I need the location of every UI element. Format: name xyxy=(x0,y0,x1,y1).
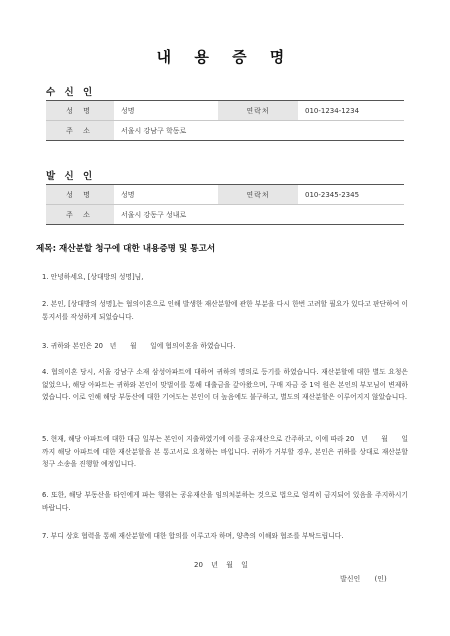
paragraph-1: 1. 안녕하세요, [상대방의 성명]님, xyxy=(42,273,144,281)
sender-section-label: 발 신 인 xyxy=(46,171,96,182)
sender-signature: 발신인 (인) xyxy=(340,575,387,583)
sender-contact-label: 연락처 xyxy=(218,185,298,205)
paragraph-4: 4. 협의이혼 당시, 서울 강남구 소재 삼성아파트에 대하여 귀하의 명의로 등기를 하였습니다. 재산분할에 대한 별도 요청은 없었으나, 해당 아파트는 귀하와 본인이 맞벌이를 통해 대출금을 갚아왔으며, 구매 자금 중 1억 원은 본인의 부모님이 변제하였습니다. 이로 인해 해당 부동산에 대한 기여도는 본인이 더 높음에도 불구하고, 별도의 재산분할은 이루어지지 않았습니다. xyxy=(42,368,408,402)
recipient-name-label: 성 명 xyxy=(46,101,114,121)
recipient-name-value: 성명 xyxy=(114,101,218,121)
paragraph-5: 5. 현재, 해당 아파트에 대한 대금 일부는 본인이 지출하였기에 이를 공유재산으로 간주하고, 이에 따라 20 년 월 일까지 해당 아파트에 대한 재산분할을 본 통고서로 요청하는 바입니다. 귀하가 거부할 경우, 본인은 귀하를 상대로 재산분할 청구 소송을 진행할 예정입니다. xyxy=(42,435,409,469)
document-subject: 제목: 재산분할 청구에 대한 내용증명 및 통고서 xyxy=(36,244,216,254)
recipient-address-row xyxy=(46,121,404,141)
document-title: 내 용 증 명 xyxy=(156,48,294,66)
paragraph-7: 7. 부디 상호 협력을 통해 재산분할에 대한 합의를 이루고자 하며, 양측의 이해와 협조를 부탁드립니다. xyxy=(42,532,344,540)
date-line: 20 년 월 일 xyxy=(194,561,248,569)
paragraph-2: 2. 본인, [상대방의 성명],는 협의이혼으로 인해 발생한 재산분할에 관한 부분을 다시 한번 고려할 필요가 있다고 판단하여 이 통지서를 작성하게 되었습니다. xyxy=(42,300,408,321)
sender-name-value: 성명 xyxy=(114,185,218,205)
sender-table xyxy=(46,184,404,225)
paragraph-6: 6. 또한, 해당 부동산을 타인에게 파는 행위는 공유재산을 임의처분하는 것으로 법으로 엄격히 금지되어 있음을 주지하시기 바랍니다. xyxy=(42,491,408,512)
sender-address-row xyxy=(46,205,404,225)
recipient-name-row xyxy=(46,101,404,121)
recipient-contact-label: 연락처 xyxy=(218,101,298,121)
recipient-table xyxy=(46,100,404,141)
sender-contact-value: 010-2345-2345 xyxy=(298,185,404,205)
paragraph-3: 3. 귀하와 본인은 20 년 월 일에 협의이혼을 하였습니다. xyxy=(42,342,236,350)
sender-name-row xyxy=(46,185,404,205)
sender-address-value: 서울시 강동구 성내로 xyxy=(114,205,404,225)
recipient-section-label: 수 신 인 xyxy=(46,87,96,98)
sender-address-label: 주 소 xyxy=(46,205,114,225)
recipient-address-label: 주 소 xyxy=(46,121,114,141)
recipient-contact-value: 010-1234-1234 xyxy=(298,101,404,121)
recipient-address-value: 서울시 강남구 학동로 xyxy=(114,121,404,141)
sender-name-label: 성 명 xyxy=(46,185,114,205)
